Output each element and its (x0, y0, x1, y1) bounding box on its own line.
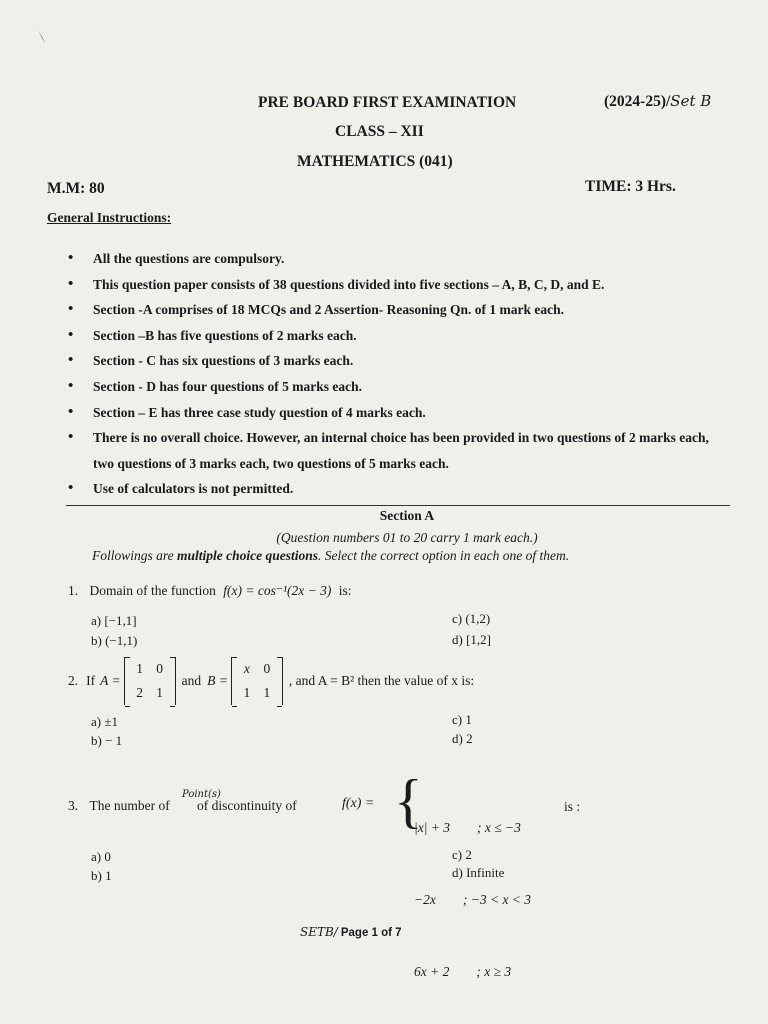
option-d: d) [1,2] (452, 632, 491, 647)
question-expression: f(x) = cos⁻¹(2x − 3) (223, 583, 332, 598)
instruction-item: • All the questions are compulsory. (60, 246, 720, 272)
function-label: f(x) = (342, 796, 375, 811)
page-number: Page 1 of 7 (340, 927, 402, 939)
option-d: d) 2 (452, 731, 473, 746)
question-text: Domain of the function (89, 583, 216, 598)
instruction-item: • There is no overall choice. However, an internal choice has been provided in two questions of 2 marks each, two questions of 3 marks each, two questions of 5 marks each. (60, 425, 720, 476)
option-c: c) (1,2) (452, 611, 491, 626)
footer-set-handwritten: SETB/ (300, 925, 338, 939)
instruction-item: • Section - C has six questions of 3 marks each. (60, 348, 720, 374)
instruction-item: • Use of calculators is not permitted. (60, 476, 720, 502)
max-marks: M.M: 80 (47, 180, 105, 197)
option-a: a) [−1,1] (91, 613, 137, 628)
exam-year (604, 92, 711, 111)
instruction-item: • Section -A comprises of 18 MCQs and 2 Assertion- Reasoning Qn. of 1 mark each. (60, 297, 720, 323)
question-text-post: of discontinuity of (197, 798, 297, 813)
mcq-prefix: Followings are (92, 548, 178, 563)
option-c: c) 2 (452, 847, 472, 862)
exam-time: TIME: 3 Hrs. (585, 178, 676, 195)
mcq-suffix: . Select the correct option in each one of them. (318, 548, 570, 563)
question-number: 2. (68, 673, 79, 688)
case-3: 6x + 2 ; x ≥ 3 (414, 964, 512, 979)
piecewise-brace: { (394, 768, 423, 834)
exam-title: PRE BOARD FIRST EXAMINATION (258, 94, 517, 111)
option-d: d) Infinite (452, 865, 505, 880)
question-1 (68, 583, 351, 599)
matrix-a-label: A = (100, 673, 121, 688)
question-3 (68, 798, 170, 814)
instruction-item: • This question paper consists of 38 questions divided into five sections – A, B, C, D, and E. (60, 272, 720, 298)
question-tail: is: (338, 583, 352, 598)
case-1: |x| + 3 ; x ≤ −3 (414, 820, 521, 835)
option-b: b) − 1 (91, 733, 123, 748)
subject-title: MATHEMATICS (041) (297, 153, 453, 170)
handwritten-insert: Point(s) (182, 789, 221, 800)
pen-mark-icon (28, 14, 50, 48)
matrix-b: x 0 1 1 (231, 657, 283, 705)
mcq-instruction (92, 548, 569, 564)
section-a-note: (Question numbers 01 to 20 carry 1 mark each.) (276, 530, 538, 545)
matrix-b-label: B = (207, 673, 228, 688)
option-a: a) 0 (91, 849, 111, 864)
section-divider (66, 505, 730, 506)
option-b: b) (−1,1) (91, 633, 138, 648)
question-2 (68, 655, 474, 707)
question-tail: is : (564, 799, 581, 814)
piecewise-cases (414, 768, 531, 1008)
option-b: b) 1 (91, 868, 112, 883)
question-text: The number of (89, 798, 170, 813)
instructions-heading: General Instructions: (47, 210, 172, 225)
question-and: and (181, 673, 202, 688)
instructions-list (60, 246, 720, 502)
mcq-bold: multiple choice questions (177, 548, 319, 563)
case-2: −2x ; −3 < x < 3 (414, 892, 532, 907)
instruction-item: • Section –B has five questions of 2 marks each. (60, 323, 720, 349)
page-footer (300, 925, 402, 940)
instruction-item: • Section – E has three case study question of 4 marks each. (60, 400, 720, 426)
option-c: c) 1 (452, 712, 472, 727)
set-handwritten: Set B (670, 92, 712, 110)
matrix-a: 1 0 2 1 (124, 657, 176, 705)
question-tail: , and A = B² then the value of x is: (288, 673, 475, 688)
question-if: If (86, 673, 96, 688)
question-number: 1. (68, 583, 79, 598)
instruction-item: • Section - D has four questions of 5 marks each. (60, 374, 720, 400)
section-a-title: Section A (379, 508, 435, 523)
class-title: CLASS – XII (335, 123, 424, 140)
question-number: 3. (68, 798, 79, 813)
option-a: a) ±1 (91, 714, 118, 729)
year-text: (2024-25)/ (604, 93, 671, 110)
